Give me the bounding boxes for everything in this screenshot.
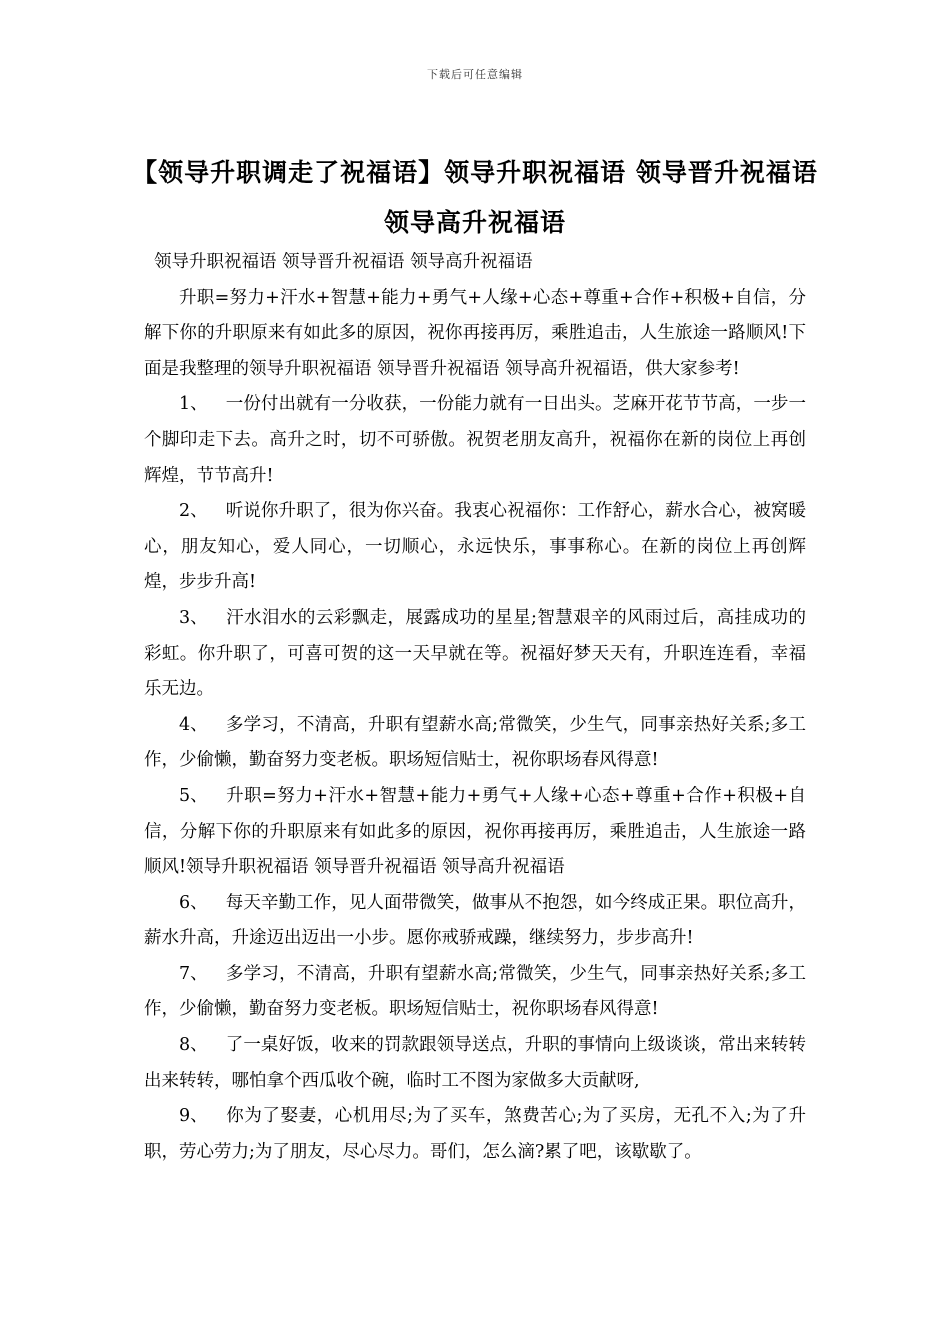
- item-text: 了一桌好饭，收来的罚款跟领导送点，升职的事情向上级谈谈，常出来转转 出来转转，哪怕拿个西瓜收个碗，临时工不图为家做多大贡献呀,: [144, 1035, 806, 1091]
- document-body: [144, 245, 806, 1170]
- list-item: [144, 886, 806, 957]
- item-number: 5、: [179, 785, 208, 806]
- list-item: [144, 708, 806, 779]
- document-title: 【领导升职调走了祝福语】领导升职祝福语 领导晋升祝福语 领导高升祝福语: [132, 158, 818, 237]
- item-number: 7、: [179, 963, 208, 984]
- list-item: [144, 387, 806, 494]
- list-item: [144, 1028, 806, 1099]
- item-text: 每天辛勤工作，见人面带微笑，做事从不抱怨，如今终成正果。职位高升，薪水升高，升途迈出迈出一小步。愿你戒骄戒躁，继续努力，步步高升!: [144, 892, 806, 949]
- list-item: [144, 1099, 806, 1170]
- item-text: 你为了娶妻，心机用尽;为了买车，煞费苦心;为了买房，无孔不入;为了升职，劳心劳力;为了朋友，尽心尽力。哥们，怎么滴?累了吧，该歇歇了。: [144, 1106, 806, 1162]
- item-text: 一份付出就有一分收获，一份能力就有一日出头。芝麻开花节节高，一步一个脚印走下去。高升之时，切不可骄傲。祝贺老朋友高升，祝福你在新的岗位上再创辉煌，节节高升!: [144, 394, 806, 486]
- item-number: 2、: [179, 501, 208, 522]
- header-note: 下载后可任意编辑: [427, 68, 523, 81]
- item-number: 4、: [179, 714, 208, 735]
- item-text: 多学习，不清高，升职有望薪水高;常微笑，少生气，同事亲热好关系;多工作，少偷懒，勤奋努力变老板。职场短信贴士，祝你职场春风得意!: [144, 963, 806, 1020]
- list-item: [144, 957, 806, 1028]
- item-text: 汗水泪水的云彩飘走，展露成功的星星;智慧艰辛的风雨过后，高挂成功的彩虹。你升职了，可喜可贺的这一天早就在等。祝福好梦天天有，升职连连看，幸福乐无边。: [144, 607, 806, 700]
- list-item: [144, 601, 806, 708]
- item-number: 3、: [179, 607, 208, 628]
- item-text: 听说你升职了，很为你兴奋。我衷心祝福你：工作舒心，薪水合心，被窝暖心，朋友知心，爱人同心，一切顺心，永远快乐，事事称心。在新的岗位上再创辉煌，步步升高!: [144, 501, 806, 593]
- item-text: 升职=努力+汗水+智慧+能力+勇气+人缘+心态+尊重+合作+积极+自信，分解下你的升职原来有如此多的原因，祝你再接再厉，乘胜追击，人生旅途一路顺风!领导升职祝福语 领导晋升祝福语 领导高升祝福语: [144, 785, 806, 878]
- item-number: 6、: [179, 892, 208, 913]
- item-text: 多学习，不清高，升职有望薪水高;常微笑，少生气，同事亲热好关系;多工作，少偷懒，勤奋努力变老板。职场短信贴士，祝你职场春风得意!: [144, 714, 806, 771]
- intro-paragraph: 升职=努力+汗水+智慧+能力+勇气+人缘+心态+尊重+合作+积极+自信，分解下你的升职原来有如此多的原因，祝你再接再厉，乘胜追击，人生旅途一路顺风!下面是我整理的领导升职祝福语 领导晋升祝福语 领导高升祝福语，供大家参考!: [144, 287, 806, 379]
- item-number: 8、: [179, 1035, 208, 1056]
- item-number: 1、: [179, 394, 208, 415]
- list-item: [144, 779, 806, 886]
- list-item: [144, 494, 806, 601]
- document-subtitle: 领导升职祝福语 领导晋升祝福语 领导高升祝福语: [154, 252, 533, 272]
- item-number: 9、: [179, 1106, 208, 1127]
